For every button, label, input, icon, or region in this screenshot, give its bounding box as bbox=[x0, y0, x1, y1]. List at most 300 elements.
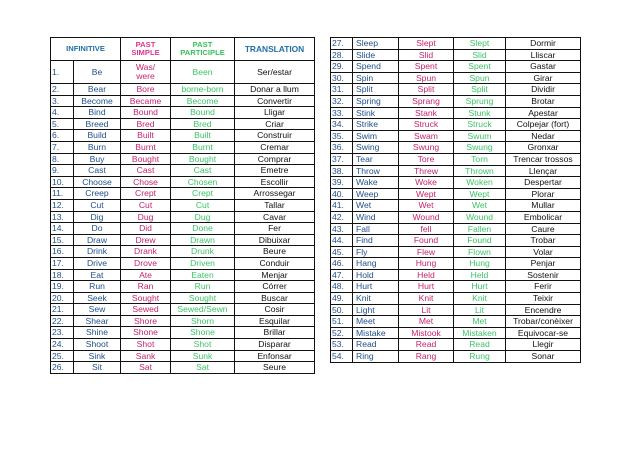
table-row bbox=[331, 351, 581, 363]
verb-past-participle: Built bbox=[171, 130, 235, 142]
verb-number: 40. bbox=[331, 188, 353, 200]
verb-past-participle: Bred bbox=[171, 118, 235, 130]
verb-infinitive: Shoot bbox=[74, 339, 121, 351]
verb-number: 39. bbox=[331, 177, 353, 189]
verb-infinitive: Wet bbox=[353, 200, 399, 212]
verb-past-participle: Hung bbox=[454, 258, 506, 270]
verb-translation: Girar bbox=[506, 72, 581, 84]
verb-infinitive: Find bbox=[353, 235, 399, 247]
table-row bbox=[51, 350, 315, 362]
verb-translation: Dividir bbox=[506, 84, 581, 96]
verb-translation: Enfonsar bbox=[235, 350, 315, 362]
verb-translation: Arrossegar bbox=[235, 188, 315, 200]
verb-infinitive: Creep bbox=[74, 188, 121, 200]
verb-number: 50. bbox=[331, 304, 353, 316]
table-row bbox=[51, 304, 315, 316]
verb-infinitive: Bind bbox=[74, 107, 121, 119]
verb-translation: Nedar bbox=[506, 130, 581, 142]
verb-number: 27. bbox=[331, 38, 353, 50]
verb-past-simple: Hurt bbox=[399, 281, 454, 293]
table-row bbox=[51, 257, 315, 269]
verb-past-participle: Wept bbox=[454, 188, 506, 200]
table-row bbox=[51, 61, 315, 84]
verb-number: 31. bbox=[331, 84, 353, 96]
verb-number: 47. bbox=[331, 269, 353, 281]
verb-translation: Plorar bbox=[506, 188, 581, 200]
verb-infinitive: Ring bbox=[353, 351, 399, 363]
verb-past-simple: Held bbox=[399, 269, 454, 281]
verb-past-participle: Wet bbox=[454, 200, 506, 212]
verb-past-simple: Read bbox=[399, 339, 454, 351]
table-row bbox=[51, 269, 315, 281]
table-row bbox=[51, 130, 315, 142]
verb-number: 13. bbox=[51, 211, 74, 223]
verb-number: 6. bbox=[51, 130, 74, 142]
verb-past-simple: Sewed bbox=[121, 304, 171, 316]
verb-past-participle: Slid bbox=[454, 49, 506, 61]
verb-infinitive: Build bbox=[74, 130, 121, 142]
verb-past-simple: Sought bbox=[121, 292, 171, 304]
verb-number: 33. bbox=[331, 107, 353, 119]
verb-translation: Encendre bbox=[506, 304, 581, 316]
verb-past-participle: Swum bbox=[454, 130, 506, 142]
verb-number: 43. bbox=[331, 223, 353, 235]
verb-past-simple: Crept bbox=[121, 188, 171, 200]
verb-past-participle: borne-born bbox=[171, 84, 235, 96]
verb-translation: Equivocar-se bbox=[506, 327, 581, 339]
verb-past-simple: Cut bbox=[121, 199, 171, 211]
verb-infinitive: Wind bbox=[353, 211, 399, 223]
verb-infinitive: Eat bbox=[74, 269, 121, 281]
verb-past-simple: Swung bbox=[399, 142, 454, 154]
verb-infinitive: Burn bbox=[74, 141, 121, 153]
table-row bbox=[51, 118, 315, 130]
verb-translation: Cremar bbox=[235, 141, 315, 153]
verb-translation: Lligar bbox=[235, 107, 315, 119]
table-row bbox=[331, 316, 581, 328]
verb-translation: Beure bbox=[235, 246, 315, 258]
irregular-verbs-table-left bbox=[50, 37, 315, 374]
verb-past-participle: Mistaken bbox=[454, 327, 506, 339]
verb-translation: Teixir bbox=[506, 293, 581, 305]
verb-infinitive: Stink bbox=[353, 107, 399, 119]
verb-infinitive: Sit bbox=[74, 362, 121, 374]
verb-past-simple: Mistook bbox=[399, 327, 454, 339]
verb-past-participle: Sought bbox=[171, 292, 235, 304]
table-row bbox=[331, 223, 581, 235]
verb-past-simple-line1: Was/ bbox=[135, 62, 156, 73]
verb-number: 54. bbox=[331, 351, 353, 363]
table-row bbox=[51, 188, 315, 200]
verb-past-simple: Swam bbox=[399, 130, 454, 142]
verb-translation: Ser/estar bbox=[235, 61, 315, 84]
verb-number: 46. bbox=[331, 258, 353, 270]
verb-past-simple: Wound bbox=[399, 211, 454, 223]
verb-past-participle: Sunk bbox=[171, 350, 235, 362]
verb-infinitive: Drink bbox=[74, 246, 121, 258]
verb-past-simple: Bought bbox=[121, 153, 171, 165]
table-row bbox=[331, 130, 581, 142]
verb-translation: Fer bbox=[235, 223, 315, 235]
verb-translation: Trencar trossos bbox=[506, 153, 581, 165]
table-row bbox=[331, 165, 581, 177]
verb-translation: Criar bbox=[235, 118, 315, 130]
table-row bbox=[331, 95, 581, 107]
verb-infinitive: Shine bbox=[74, 327, 121, 339]
verb-past-participle: Swung bbox=[454, 142, 506, 154]
verb-past-simple: fell bbox=[399, 223, 454, 235]
verb-number: 51. bbox=[331, 316, 353, 328]
verb-infinitive: Mistake bbox=[353, 327, 399, 339]
table-row bbox=[51, 153, 315, 165]
verb-past-simple: Rang bbox=[399, 351, 454, 363]
verb-number: 44. bbox=[331, 235, 353, 247]
verb-infinitive: Fall bbox=[353, 223, 399, 235]
verb-past-simple: Met bbox=[399, 316, 454, 328]
verb-past-simple: Drove bbox=[121, 257, 171, 269]
verb-infinitive: Cast bbox=[74, 165, 121, 177]
verb-past-simple: Hung bbox=[399, 258, 454, 270]
table-row bbox=[51, 141, 315, 153]
verb-infinitive: Buy bbox=[74, 153, 121, 165]
table-row bbox=[331, 281, 581, 293]
verb-number: 36. bbox=[331, 142, 353, 154]
verb-past-participle: Slept bbox=[454, 38, 506, 50]
verb-translation: Mullar bbox=[506, 200, 581, 212]
verb-past-participle: Cast bbox=[171, 165, 235, 177]
verb-infinitive: Swim bbox=[353, 130, 399, 142]
verb-past-participle: Drawn bbox=[171, 234, 235, 246]
verb-past-simple: Shone bbox=[121, 327, 171, 339]
verb-translation: Penjar bbox=[506, 258, 581, 270]
verb-past-participle: Sat bbox=[171, 362, 235, 374]
verb-infinitive: Sink bbox=[74, 350, 121, 362]
verb-past-participle: Thrown bbox=[454, 165, 506, 177]
verb-past-participle: Become bbox=[171, 95, 235, 107]
verb-past-participle: Bought bbox=[171, 153, 235, 165]
verb-past-participle: Spun bbox=[454, 72, 506, 84]
verb-number: 34. bbox=[331, 119, 353, 131]
verb-infinitive: Slide bbox=[353, 49, 399, 61]
table-row bbox=[51, 199, 315, 211]
verb-past-participle: Rung bbox=[454, 351, 506, 363]
verb-number: 41. bbox=[331, 200, 353, 212]
verb-infinitive: Split bbox=[353, 84, 399, 96]
verb-number: 49. bbox=[331, 293, 353, 305]
table-row bbox=[51, 339, 315, 351]
verb-number: 3. bbox=[51, 95, 74, 107]
verb-past-participle: Held bbox=[454, 269, 506, 281]
table-row bbox=[51, 84, 315, 96]
verb-number: 11. bbox=[51, 188, 74, 200]
verb-past-simple: Sat bbox=[121, 362, 171, 374]
verb-past-simple: Knit bbox=[399, 293, 454, 305]
verb-past-simple: Bore bbox=[121, 84, 171, 96]
verb-translation: Trobar bbox=[506, 235, 581, 247]
verb-past-participle: Split bbox=[454, 84, 506, 96]
verb-past-participle: Shone bbox=[171, 327, 235, 339]
verb-past-participle: Found bbox=[454, 235, 506, 247]
verb-number: 48. bbox=[331, 281, 353, 293]
header-row bbox=[51, 38, 315, 61]
verb-translation: Colpejar (fort) bbox=[506, 119, 581, 131]
verb-translation: Embolicar bbox=[506, 211, 581, 223]
verb-infinitive: Hang bbox=[353, 258, 399, 270]
table-row bbox=[331, 246, 581, 258]
verb-past-simple: Bound bbox=[121, 107, 171, 119]
verb-number: 12. bbox=[51, 199, 74, 211]
table-row bbox=[51, 234, 315, 246]
verb-infinitive: Knit bbox=[353, 293, 399, 305]
verb-translation: Córrer bbox=[235, 281, 315, 293]
verb-past-simple: Drew bbox=[121, 234, 171, 246]
verb-past-participle: Chosen bbox=[171, 176, 235, 188]
table-row bbox=[331, 200, 581, 212]
verb-past-simple: Sprang bbox=[399, 95, 454, 107]
verb-translation: Lliscar bbox=[506, 49, 581, 61]
verb-past-participle: Knit bbox=[454, 293, 506, 305]
verb-number: 23. bbox=[51, 327, 74, 339]
verb-infinitive: Throw bbox=[353, 165, 399, 177]
verb-past-simple: Bred bbox=[121, 118, 171, 130]
verb-translation: Escollir bbox=[235, 176, 315, 188]
verb-past-simple bbox=[121, 61, 171, 84]
verb-translation: Emetre bbox=[235, 165, 315, 177]
verb-past-simple: Split bbox=[399, 84, 454, 96]
irregular-verbs-table-right bbox=[330, 37, 581, 363]
verb-infinitive: Swing bbox=[353, 142, 399, 154]
verb-infinitive: Seek bbox=[74, 292, 121, 304]
verb-past-participle: Crept bbox=[171, 188, 235, 200]
verb-past-participle: Cut bbox=[171, 199, 235, 211]
verb-translation: Brotar bbox=[506, 95, 581, 107]
verb-past-simple: Wept bbox=[399, 188, 454, 200]
verb-number: 1. bbox=[51, 61, 74, 84]
table-row bbox=[331, 38, 581, 50]
verb-translation: Gastar bbox=[506, 61, 581, 73]
verb-past-participle: Read bbox=[454, 339, 506, 351]
verb-number: 52. bbox=[331, 327, 353, 339]
verb-past-simple: Built bbox=[121, 130, 171, 142]
verb-past-simple-line2: were bbox=[136, 71, 155, 81]
verb-past-participle: Hurt bbox=[454, 281, 506, 293]
verb-past-participle: Fallen bbox=[454, 223, 506, 235]
verb-past-participle: Driven bbox=[171, 257, 235, 269]
verb-past-participle: Lit bbox=[454, 304, 506, 316]
verb-number: 9. bbox=[51, 165, 74, 177]
verb-translation: Convertir bbox=[235, 95, 315, 107]
verb-past-simple: Tore bbox=[399, 153, 454, 165]
table-row bbox=[51, 95, 315, 107]
verb-translation: Tallar bbox=[235, 199, 315, 211]
header-past-simple-line1: PAST bbox=[135, 40, 156, 50]
table-row bbox=[331, 235, 581, 247]
verb-past-participle: Spent bbox=[454, 61, 506, 73]
verb-number: 14. bbox=[51, 223, 74, 235]
table-row bbox=[331, 84, 581, 96]
verb-number: 5. bbox=[51, 118, 74, 130]
verb-past-simple: Drank bbox=[121, 246, 171, 258]
verb-past-simple: Ran bbox=[121, 281, 171, 293]
verb-past-simple: Became bbox=[121, 95, 171, 107]
verb-number: 42. bbox=[331, 211, 353, 223]
verb-past-simple: Flew bbox=[399, 246, 454, 258]
verb-number: 38. bbox=[331, 165, 353, 177]
verb-translation: Despertar bbox=[506, 177, 581, 189]
verb-past-simple: Shot bbox=[121, 339, 171, 351]
verb-past-participle: Drunk bbox=[171, 246, 235, 258]
verb-past-simple: Ate bbox=[121, 269, 171, 281]
verb-past-participle: Struck bbox=[454, 119, 506, 131]
verb-number: 37. bbox=[331, 153, 353, 165]
verb-infinitive: Weep bbox=[353, 188, 399, 200]
table-row bbox=[331, 339, 581, 351]
table-row bbox=[51, 281, 315, 293]
verb-infinitive: Choose bbox=[74, 176, 121, 188]
verb-past-simple: Spun bbox=[399, 72, 454, 84]
verb-infinitive: Fly bbox=[353, 246, 399, 258]
table-row bbox=[331, 293, 581, 305]
verb-infinitive: Become bbox=[74, 95, 121, 107]
verb-past-participle: Woken bbox=[454, 177, 506, 189]
verb-past-simple: Lit bbox=[399, 304, 454, 316]
verb-translation: Menjar bbox=[235, 269, 315, 281]
verb-translation: Dibuixar bbox=[235, 234, 315, 246]
verb-translation: Apestar bbox=[506, 107, 581, 119]
verb-number: 15. bbox=[51, 234, 74, 246]
verb-number: 32. bbox=[331, 95, 353, 107]
verb-past-participle: Torn bbox=[454, 153, 506, 165]
header-infinitive: INFINITIVE bbox=[51, 38, 121, 61]
table-row bbox=[331, 107, 581, 119]
verb-number: 8. bbox=[51, 153, 74, 165]
verb-number: 21. bbox=[51, 304, 74, 316]
verb-past-simple: Slid bbox=[399, 49, 454, 61]
verb-number: 16. bbox=[51, 246, 74, 258]
verb-number: 7. bbox=[51, 141, 74, 153]
verb-translation: Conduir bbox=[235, 257, 315, 269]
table-row bbox=[51, 223, 315, 235]
header-past-participle-line2: PARTICIPLE bbox=[180, 48, 225, 57]
verb-infinitive: Hold bbox=[353, 269, 399, 281]
verb-past-participle: Been bbox=[171, 61, 235, 84]
verb-past-participle: Shot bbox=[171, 339, 235, 351]
verb-infinitive: Cut bbox=[74, 199, 121, 211]
verb-translation: Construir bbox=[235, 130, 315, 142]
header-past-simple-line2: SIMPLE bbox=[131, 48, 160, 57]
verb-past-simple: Slept bbox=[399, 38, 454, 50]
verb-translation: Llençar bbox=[506, 165, 581, 177]
verb-infinitive: Meet bbox=[353, 316, 399, 328]
verb-translation: Cavar bbox=[235, 211, 315, 223]
table-row bbox=[331, 153, 581, 165]
verb-past-participle: Run bbox=[171, 281, 235, 293]
table-row bbox=[331, 211, 581, 223]
header-translation: TRANSLATION bbox=[235, 38, 315, 61]
verb-infinitive: Sleep bbox=[353, 38, 399, 50]
verb-number: 45. bbox=[331, 246, 353, 258]
header-past-participle bbox=[171, 38, 235, 61]
table-row bbox=[51, 211, 315, 223]
verb-number: 18. bbox=[51, 269, 74, 281]
verb-translation: Llegir bbox=[506, 339, 581, 351]
table-row bbox=[51, 292, 315, 304]
verb-translation: Sostenir bbox=[506, 269, 581, 281]
verb-infinitive: Hurt bbox=[353, 281, 399, 293]
verb-past-simple: Sank bbox=[121, 350, 171, 362]
verb-past-participle: Met bbox=[454, 316, 506, 328]
verb-translation: Esquilar bbox=[235, 315, 315, 327]
verb-translation: Donar a llum bbox=[235, 84, 315, 96]
verb-translation: Trobar/conèixer bbox=[506, 316, 581, 328]
table-row bbox=[51, 176, 315, 188]
verb-translation: Sonar bbox=[506, 351, 581, 363]
verb-past-participle: Flown bbox=[454, 246, 506, 258]
verb-past-participle: Eaten bbox=[171, 269, 235, 281]
verb-infinitive: Run bbox=[74, 281, 121, 293]
verb-past-simple: Threw bbox=[399, 165, 454, 177]
table-row bbox=[331, 119, 581, 131]
verb-translation: Seure bbox=[235, 362, 315, 374]
verb-past-simple: Stank bbox=[399, 107, 454, 119]
verb-past-participle: Done bbox=[171, 223, 235, 235]
verb-past-simple: Woke bbox=[399, 177, 454, 189]
verb-translation: Disparar bbox=[235, 339, 315, 351]
verb-infinitive: Tear bbox=[353, 153, 399, 165]
verb-infinitive: Draw bbox=[74, 234, 121, 246]
verb-translation: Buscar bbox=[235, 292, 315, 304]
verb-number: 17. bbox=[51, 257, 74, 269]
verb-infinitive: Spin bbox=[353, 72, 399, 84]
table-row bbox=[331, 142, 581, 154]
verb-number: 22. bbox=[51, 315, 74, 327]
header-past-simple bbox=[121, 38, 171, 61]
table-row bbox=[331, 61, 581, 73]
verb-infinitive: Breed bbox=[74, 118, 121, 130]
verb-infinitive: Do bbox=[74, 223, 121, 235]
verb-past-simple: Spent bbox=[399, 61, 454, 73]
verb-infinitive: Light bbox=[353, 304, 399, 316]
table-row bbox=[51, 315, 315, 327]
verb-number: 20. bbox=[51, 292, 74, 304]
verb-past-simple: Shore bbox=[121, 315, 171, 327]
verb-past-participle: Dug bbox=[171, 211, 235, 223]
verb-number: 28. bbox=[331, 49, 353, 61]
verb-past-simple: Found bbox=[399, 235, 454, 247]
verb-translation: Cosir bbox=[235, 304, 315, 316]
verb-translation: Ferir bbox=[506, 281, 581, 293]
table-row bbox=[331, 177, 581, 189]
table-row bbox=[331, 258, 581, 270]
verb-past-participle: Burnt bbox=[171, 141, 235, 153]
verb-past-simple: Wet bbox=[399, 200, 454, 212]
verb-infinitive: Read bbox=[353, 339, 399, 351]
table-row bbox=[331, 269, 581, 281]
verb-past-simple: Dug bbox=[121, 211, 171, 223]
table-row bbox=[51, 107, 315, 119]
verb-translation: Brillar bbox=[235, 327, 315, 339]
verb-number: 2. bbox=[51, 84, 74, 96]
verb-infinitive: Shear bbox=[74, 315, 121, 327]
verb-number: 35. bbox=[331, 130, 353, 142]
verb-number: 30. bbox=[331, 72, 353, 84]
header-past-participle-line1: PAST bbox=[192, 40, 213, 50]
verb-translation: Gronxar bbox=[506, 142, 581, 154]
table-row bbox=[51, 165, 315, 177]
verb-translation: Dormir bbox=[506, 38, 581, 50]
verb-number: 4. bbox=[51, 107, 74, 119]
verb-infinitive: Drive bbox=[74, 257, 121, 269]
